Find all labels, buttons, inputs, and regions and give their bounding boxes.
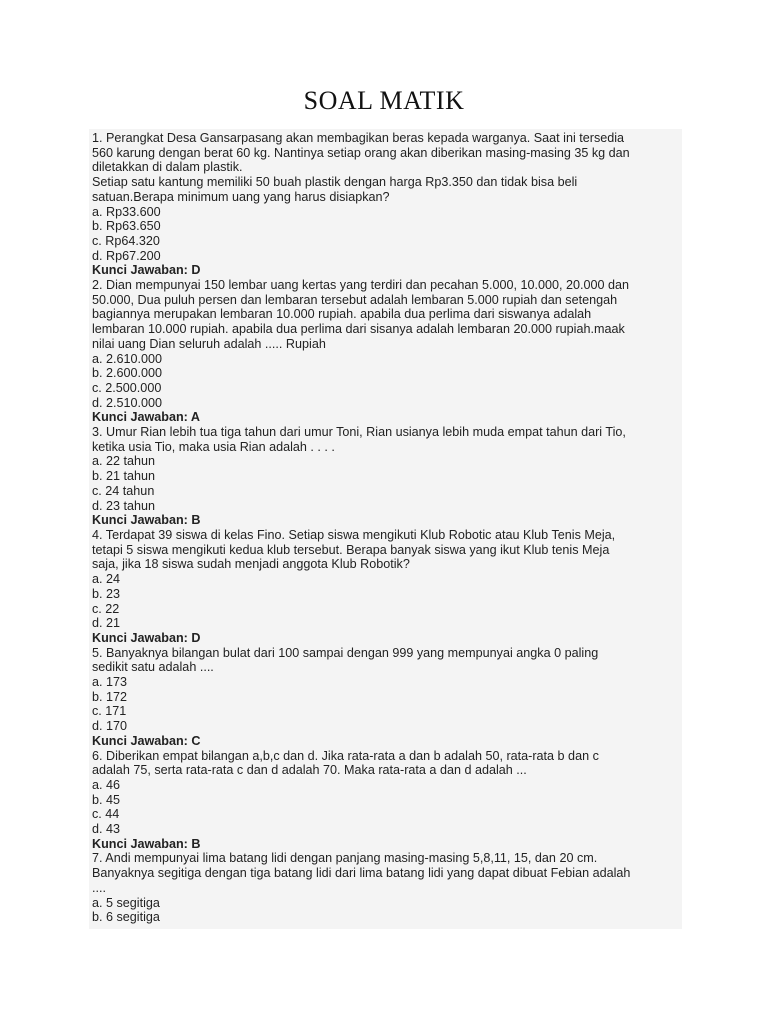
answer-option: d. 2.510.000 — [92, 395, 163, 410]
answer-key: Kunci Jawaban: C — [92, 733, 201, 748]
answer-option: b. Rp63.650 — [92, 219, 161, 234]
answer-option: a. Rp33.600 — [92, 204, 161, 219]
answer-option: c. 2.500.000 — [92, 380, 162, 395]
answer-option: b. 23 — [92, 586, 121, 601]
question-block — [92, 646, 682, 749]
question-block — [92, 278, 682, 425]
question-text-line: 3. Umur Rian lebih tua tiga tahun dari umur Toni, Rian usianya lebih muda empat tahun dari Tio, — [92, 425, 626, 440]
answer-key: Kunci Jawaban: D — [92, 630, 201, 645]
answer-option: a. 2.610.000 — [92, 351, 163, 366]
question-block — [92, 851, 682, 925]
question-list — [89, 129, 682, 929]
question-text-line: 2. Dian mempunyai 150 lembar uang kertas yang terdiri dan pecahan 5.000, 10.000, 20.000 dan — [92, 278, 629, 293]
answer-key: Kunci Jawaban: B — [92, 513, 201, 528]
answer-option: b. 45 — [92, 792, 121, 807]
question-text-line: 5. Banyaknya bilangan bulat dari 100 sampai dengan 999 yang mempunyai angka 0 paling — [92, 645, 599, 660]
answer-option: a. 173 — [92, 675, 128, 690]
question-text-line: 560 karung dengan berat 60 kg. Nantinya setiap orang akan diberikan masing-masing 35 kg dan — [92, 145, 630, 160]
question-block — [92, 749, 682, 852]
answer-key: Kunci Jawaban: D — [92, 263, 201, 278]
answer-key: Kunci Jawaban: A — [92, 410, 200, 425]
answer-option: c. 24 tahun — [92, 483, 155, 498]
question-block — [92, 131, 682, 278]
answer-option: a. 46 — [92, 777, 121, 792]
answer-option: c. Rp64.320 — [92, 233, 160, 248]
answer-option: b. 6 segitiga — [92, 910, 160, 925]
question-text-line: 50.000, Dua puluh persen dan lembaran tersebut adalah lembaran 5.000 rupiah dan setengah — [92, 292, 618, 307]
question-text-line: Banyaknya segitiga dengan tiga batang lidi dari lima batang lidi yang dapat dibuat Febian adalah — [92, 866, 631, 881]
answer-option: c. 44 — [92, 807, 120, 822]
document-title: SOAL MATIK — [303, 86, 465, 115]
answer-option: d. Rp67.200 — [92, 248, 161, 263]
answer-option: b. 172 — [92, 689, 128, 704]
answer-option: d. 170 — [92, 719, 128, 734]
answer-option: d. 21 — [92, 616, 121, 631]
question-text-line: ketika usia Tio, maka usia Rian adalah . . . . — [92, 439, 335, 454]
question-text-line: tetapi 5 siswa mengikuti kedua klub tersebut. Berapa banyak siswa yang ikut Klub tenis Meja — [92, 542, 610, 557]
answer-option: c. 22 — [92, 601, 120, 616]
answer-option: b. 21 tahun — [92, 469, 156, 484]
question-text-line: 7. Andi mempunyai lima batang lidi dengan panjang masing-masing 5,8,11, 15, dan 20 cm. — [92, 851, 598, 866]
answer-option: a. 22 tahun — [92, 454, 156, 469]
question-text-line: saja, jika 18 siswa sudah menjadi anggota Klub Robotik? — [92, 557, 410, 572]
answer-option: a. 24 — [92, 572, 121, 587]
answer-option: c. 171 — [92, 704, 127, 719]
question-text-line: 1. Perangkat Desa Gansarpasang akan membagikan beras kepada warganya. Saat ini tersedia — [92, 131, 625, 145]
question-text-line: sedikit satu adalah .... — [92, 660, 214, 675]
question-text-line: bagiannya merupakan lembaran 10.000 rupiah. apabila dua perlima dari siswanya adalah — [92, 307, 592, 322]
question-block — [92, 425, 682, 528]
question-text-line: Setiap satu kantung memiliki 50 buah plastik dengan harga Rp3.350 dan tidak bisa beli — [92, 175, 578, 190]
question-text-line: lembaran 10.000 rupiah. apabila dua perlima dari sisanya adalah lembaran 20.000 rupiah.maak — [92, 322, 625, 337]
answer-option: b. 2.600.000 — [92, 366, 163, 381]
question-text-line: .... — [92, 880, 106, 895]
question-text-line: diletakkan di dalam plastik. — [92, 160, 243, 175]
question-text-line: 4. Terdapat 39 siswa di kelas Fino. Setiap siswa mengikuti Klub Robotic atau Klub Tenis Meja, — [92, 527, 616, 542]
question-block — [92, 528, 682, 646]
answer-option: a. 5 segitiga — [92, 895, 160, 910]
question-text-line: nilai uang Dian seluruh adalah ..... Rupiah — [92, 336, 326, 351]
answer-option: d. 23 tahun — [92, 498, 156, 513]
answer-option: d. 43 — [92, 822, 121, 837]
question-text-line: satuan.Berapa minimum uang yang harus disiapkan? — [92, 189, 390, 204]
question-text-line: 6. Diberikan empat bilangan a,b,c dan d. Jika rata-rata a dan b adalah 50, rata-rata b dan c — [92, 748, 599, 763]
answer-key: Kunci Jawaban: B — [92, 836, 201, 851]
question-text-line: adalah 75, serta rata-rata c dan d adalah 70. Maka rata-rata a dan d adalah ... — [92, 763, 527, 778]
